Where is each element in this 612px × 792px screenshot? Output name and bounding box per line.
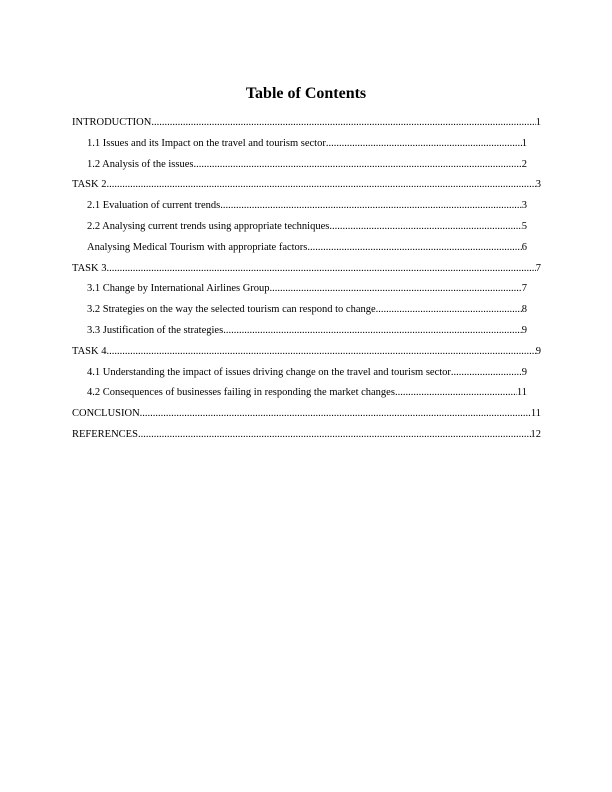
toc-page-number: 9 xyxy=(521,366,527,378)
toc-dot-leader xyxy=(307,241,521,255)
toc-dot-leader xyxy=(270,282,522,296)
toc-dot-leader xyxy=(106,345,535,359)
toc-dot-leader xyxy=(138,428,531,442)
toc-entry[interactable] xyxy=(87,199,527,213)
toc-entry-text: 1.1 Issues and its Impact on the travel and tourism sector xyxy=(87,137,326,149)
toc-entry-text: 1.2 Analysis of the issues xyxy=(87,158,194,170)
toc-entry-text: TASK 3 xyxy=(72,262,107,274)
toc-page-number: 11 xyxy=(516,387,527,399)
toc-dot-leader xyxy=(151,116,535,130)
toc-dot-leader xyxy=(395,386,517,400)
toc-page-number: 5 xyxy=(521,221,527,232)
toc-dot-leader xyxy=(451,366,522,380)
toc-entry-text: 3.1 Change by International Airlines Group xyxy=(87,283,270,295)
toc-entry[interactable] xyxy=(72,428,541,442)
toc-entry[interactable] xyxy=(72,407,541,421)
toc-entry[interactable] xyxy=(87,386,527,400)
toc-dot-leader xyxy=(106,262,535,276)
toc-entry[interactable] xyxy=(72,262,541,276)
toc-entry-text: TASK 4 xyxy=(72,345,107,357)
toc-entry[interactable] xyxy=(87,366,527,380)
toc-dot-leader xyxy=(220,199,522,213)
toc-entry-text: REFERENCES xyxy=(72,429,138,440)
page-title: Table of Contents xyxy=(245,85,367,102)
toc-dot-leader xyxy=(106,178,535,192)
toc-entry[interactable] xyxy=(72,178,541,192)
toc-page-number: 1 xyxy=(521,137,527,149)
toc-entry-text: 4.1 Understanding the impact of issues driving change on the travel and tourism sector xyxy=(87,366,451,378)
toc-entry[interactable] xyxy=(87,241,527,255)
toc-entry-text: TASK 2 xyxy=(72,179,107,191)
toc-entry-text: 4.2 Consequences of businesses failing in responding the market changes xyxy=(87,387,395,399)
toc-entry-text: 2.1 Evaluation of current trends xyxy=(87,200,221,212)
toc-page-number: 6 xyxy=(521,241,527,253)
toc-entry-text: 3.3 Justification of the strategies xyxy=(87,325,224,336)
toc-page-number: 1 xyxy=(535,117,541,128)
toc-dot-leader xyxy=(140,407,531,421)
toc-dot-leader xyxy=(326,137,522,151)
toc-entry[interactable] xyxy=(87,220,527,234)
toc-entry[interactable] xyxy=(72,345,541,359)
toc-page-number: 3 xyxy=(535,179,541,191)
toc-page-number: 12 xyxy=(530,429,541,440)
toc-dot-leader xyxy=(193,158,521,172)
toc-page-number: 9 xyxy=(521,325,527,336)
toc-page-number: 7 xyxy=(521,283,527,295)
toc-entry[interactable] xyxy=(87,137,527,151)
toc-entry[interactable] xyxy=(87,158,527,172)
toc-entry-text: 3.2 Strategies on the way the selected tourism can respond to change xyxy=(87,304,376,316)
toc-dot-leader xyxy=(376,303,522,317)
toc-page-number: 3 xyxy=(521,200,527,212)
toc-entry[interactable] xyxy=(72,116,541,130)
toc-entry[interactable] xyxy=(87,303,527,317)
toc-dot-leader xyxy=(223,324,522,338)
toc-entry[interactable] xyxy=(87,324,527,338)
toc-entry-text: INTRODUCTION xyxy=(72,117,152,128)
toc-entry-text: 2.2 Analysing current trends using appropriate techniques xyxy=(87,221,330,232)
toc-page-number: 7 xyxy=(535,262,541,274)
toc-entry-text: Analysing Medical Tourism with appropriate factors xyxy=(87,241,308,253)
toc-page-number: 8 xyxy=(521,304,527,316)
toc-page-number: 9 xyxy=(535,345,541,357)
toc-entry-text: CONCLUSION xyxy=(72,408,140,420)
toc-entry[interactable] xyxy=(87,282,527,296)
toc-page-number: 11 xyxy=(530,408,541,420)
toc-dot-leader xyxy=(329,220,521,234)
toc-page-number: 2 xyxy=(521,158,527,170)
